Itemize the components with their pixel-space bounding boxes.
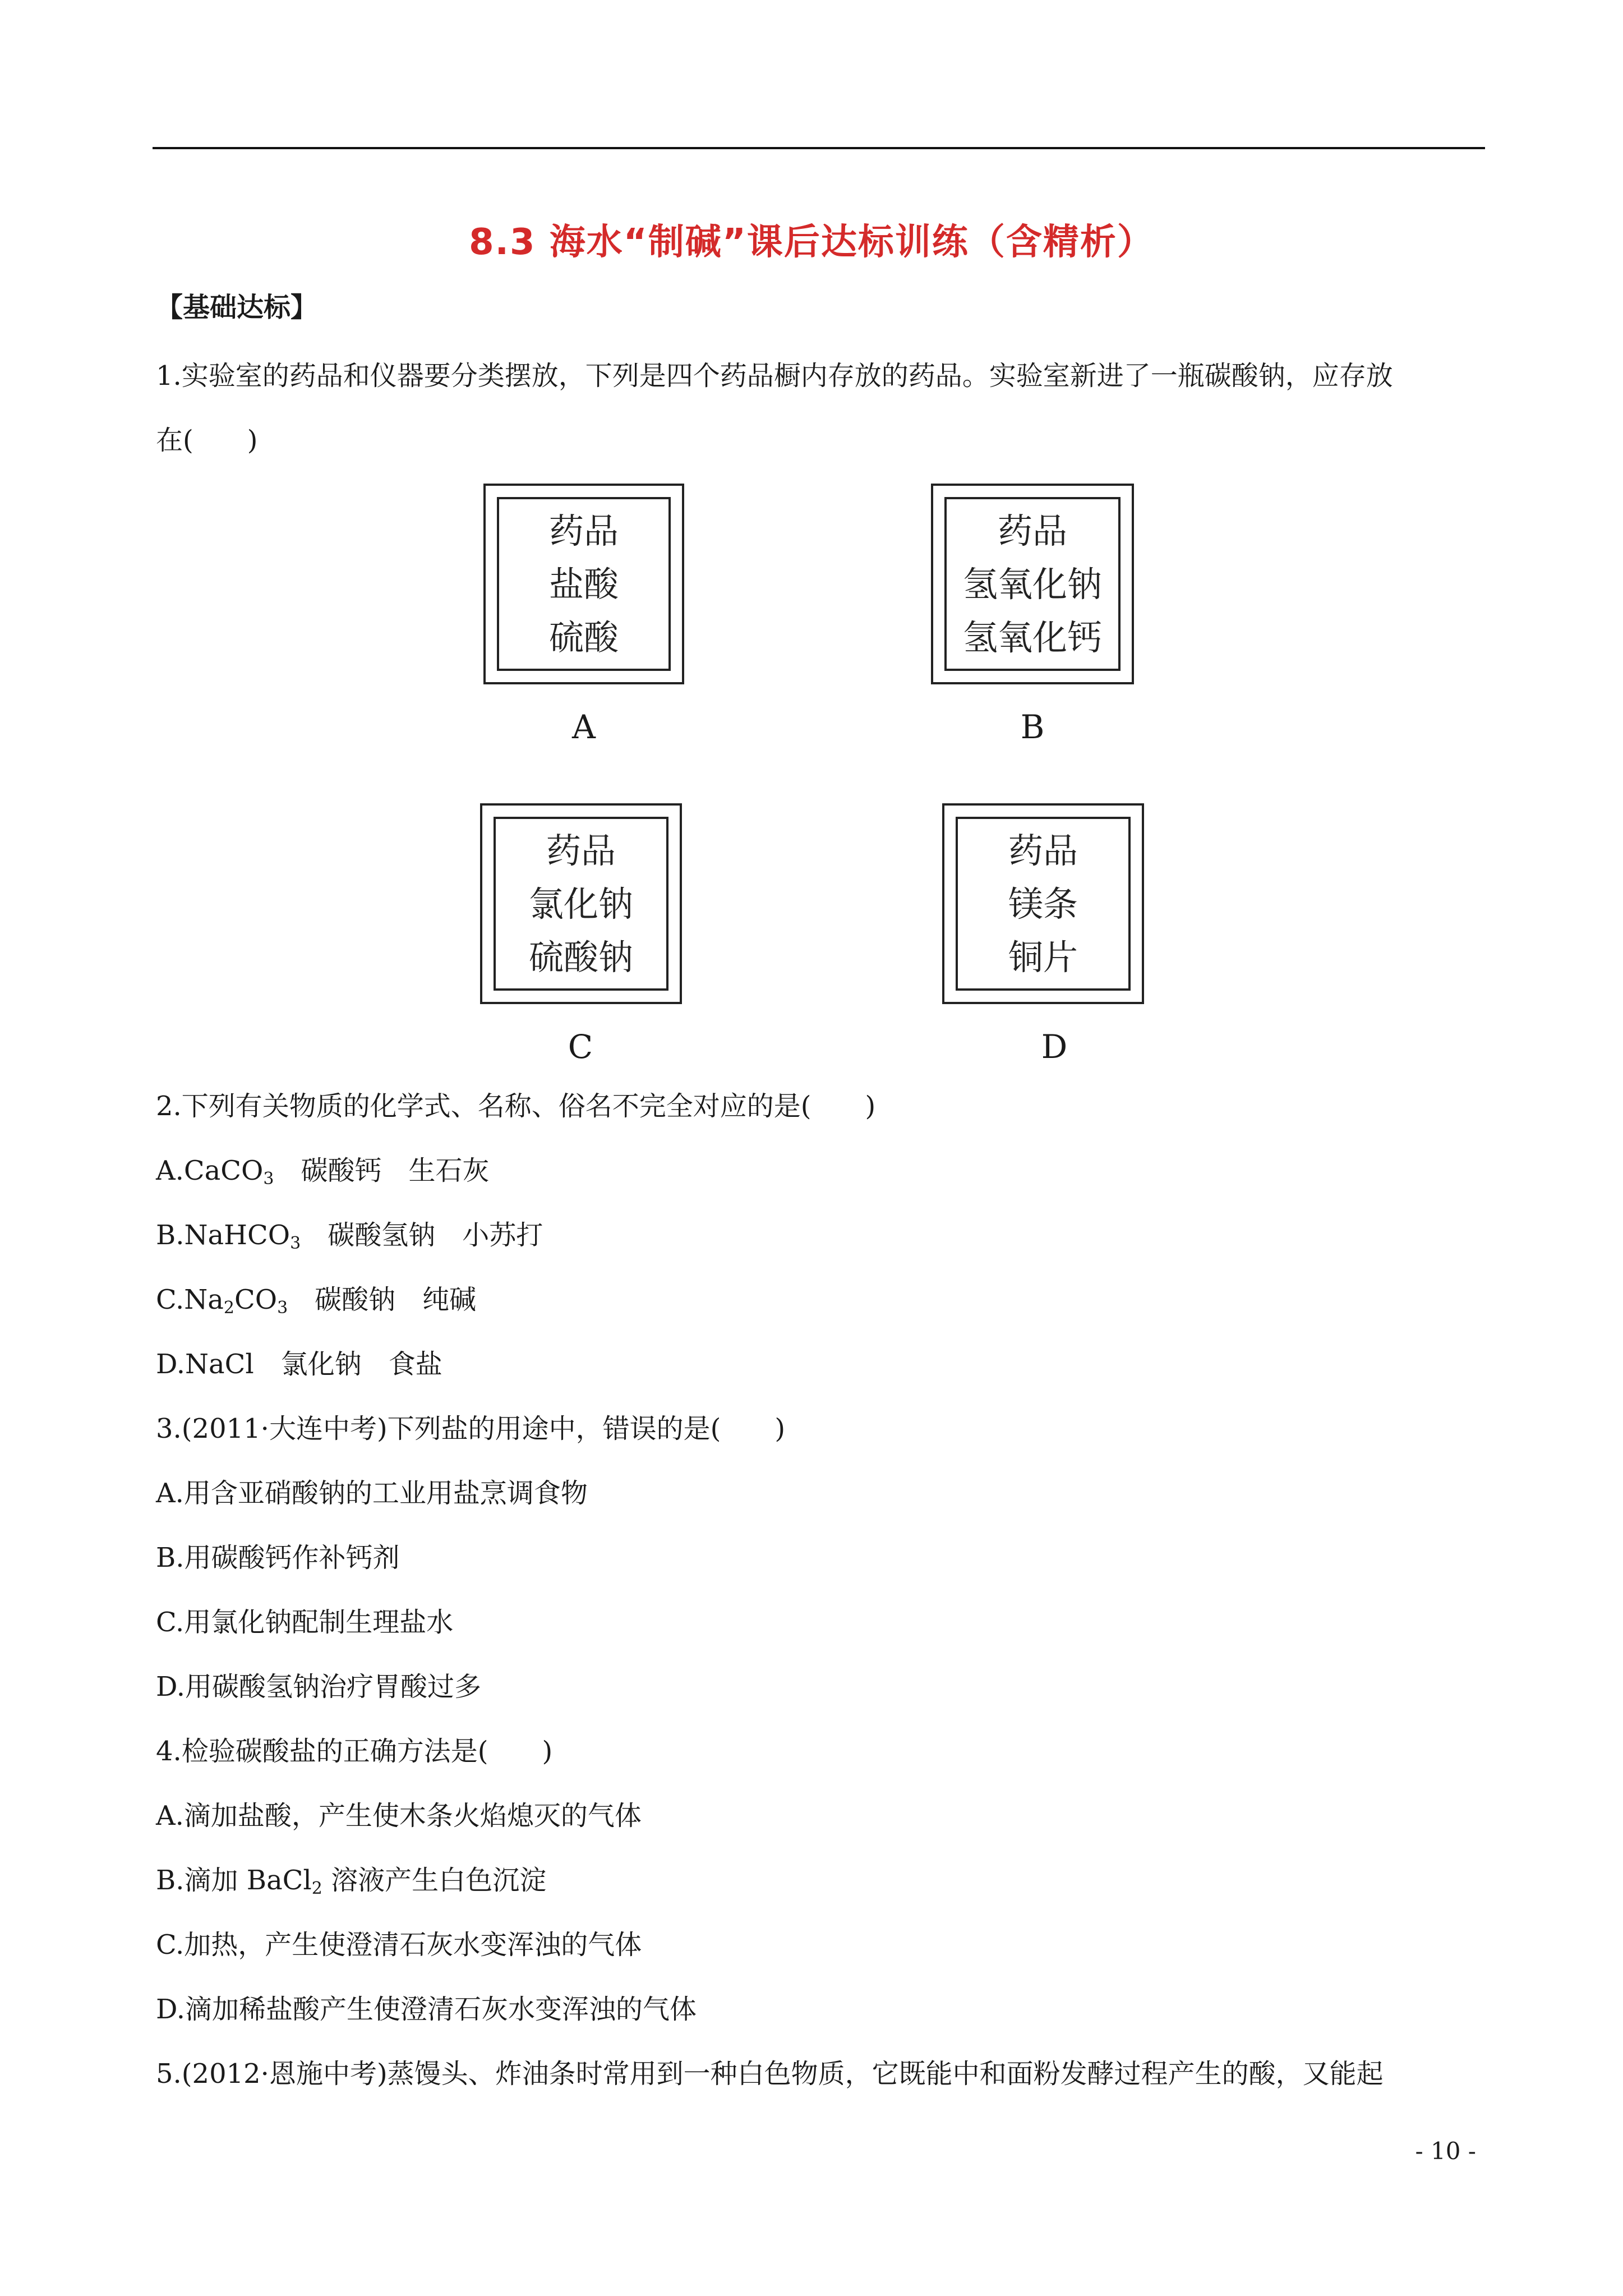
q2-c-formula: C.Na — [156, 1284, 224, 1315]
q2-c-subscript: 2 — [223, 1298, 234, 1318]
cabinet-c-line: 药品 — [546, 830, 616, 871]
cabinet-c — [480, 803, 682, 1004]
section-heading: 【基础达标】 — [156, 292, 318, 323]
cabinet-a-label: A — [572, 708, 596, 746]
q2-option-b — [156, 1218, 543, 1252]
cabinet-c-line: 硫酸钠 — [528, 936, 633, 978]
cabinet-b-line: 药品 — [997, 510, 1067, 551]
cabinet-a — [483, 484, 684, 684]
cabinet-a-line: 盐酸 — [548, 563, 619, 605]
cabinet-b — [931, 484, 1134, 684]
cabinet-b-line: 氢氧化钠 — [962, 563, 1102, 605]
q4-stem: 4.检验碳酸盐的正确方法是( ) — [156, 1736, 553, 1767]
q3-option-c: C.用氯化钠配制生理盐水 — [156, 1607, 454, 1638]
q4-option-c: C.加热，产生使澄清石灰水变浑浊的气体 — [156, 1929, 642, 1961]
q2-a-formula: A.CaCO — [156, 1155, 264, 1186]
q5-stem: 5.(2012·恩施中考)蒸馒头、炸油条时常用到一种白色物质，它既能中和面粉发酵过程产生的酸，又能起 — [156, 2058, 1384, 2090]
cabinet-d-label: D — [1041, 1028, 1068, 1066]
q3-option-a: A.用含亚硝酸钠的工业用盐烹调食物 — [156, 1478, 588, 1509]
q2-c-formula-mid: CO — [234, 1284, 278, 1315]
q3-option-d: D.用碳酸氢钠治疗胃酸过多 — [156, 1671, 482, 1703]
cabinet-a-line: 硫酸 — [548, 616, 619, 658]
cabinet-c-line: 氯化钠 — [528, 883, 633, 924]
q2-option-a — [156, 1154, 489, 1188]
q1-stem-line1: 1.实验室的药品和仪器要分类摆放，下列是四个药品橱内存放的药品。实验室新进了一瓶碳酸钠，应存放 — [156, 360, 1393, 392]
page-title: 8.3 海水“制碱”课后达标训练（含精析） — [469, 222, 1154, 263]
q2-c-text: 碳酸钠 纯碱 — [288, 1284, 477, 1315]
cabinet-c-label: C — [568, 1028, 593, 1066]
q2-stem: 2.下列有关物质的化学式、名称、俗名不完全对应的是( ) — [156, 1091, 876, 1122]
q3-stem: 3.(2011·大连中考)下列盐的用途中，错误的是( ) — [156, 1413, 786, 1444]
q1-stem-line2: 在( ) — [156, 425, 258, 456]
header-rule — [153, 147, 1485, 149]
q4-option-a: A.滴加盐酸，产生使木条火焰熄灭的气体 — [156, 1800, 642, 1832]
q2-b-text: 碳酸氢钠 小苏打 — [301, 1220, 543, 1251]
q2-b-formula: B.NaHCO — [156, 1220, 291, 1251]
cabinet-d-line: 镁条 — [1008, 883, 1078, 924]
q4-option-b — [156, 1864, 546, 1897]
cabinet-d-line: 铜片 — [1008, 936, 1078, 978]
q4-b-text: B.滴加 BaCl — [156, 1865, 312, 1896]
q3-option-b: B.用碳酸钙作补钙剂 — [156, 1542, 400, 1573]
q2-option-d: D.NaCl 氯化钠 食盐 — [156, 1349, 442, 1380]
q2-c-subscript: 3 — [277, 1298, 288, 1318]
cabinet-b-label: B — [1020, 708, 1045, 746]
q2-option-c — [156, 1283, 476, 1317]
q4-option-d: D.滴加稀盐酸产生使澄清石灰水变浑浊的气体 — [156, 1994, 697, 2025]
page-number: - 10 - — [1415, 2137, 1476, 2165]
cabinet-b-line: 氢氧化钙 — [962, 616, 1102, 658]
q2-b-subscript: 3 — [290, 1234, 301, 1253]
q4-b-subscript: 2 — [311, 1879, 322, 1898]
q2-a-subscript: 3 — [263, 1169, 274, 1189]
cabinet-d-line: 药品 — [1008, 830, 1078, 871]
cabinet-d — [942, 803, 1144, 1004]
cabinet-a-line: 药品 — [548, 510, 619, 551]
q2-a-text: 碳酸钙 生石灰 — [274, 1155, 490, 1186]
q4-b-text-end: 溶液产生白色沉淀 — [322, 1865, 547, 1896]
